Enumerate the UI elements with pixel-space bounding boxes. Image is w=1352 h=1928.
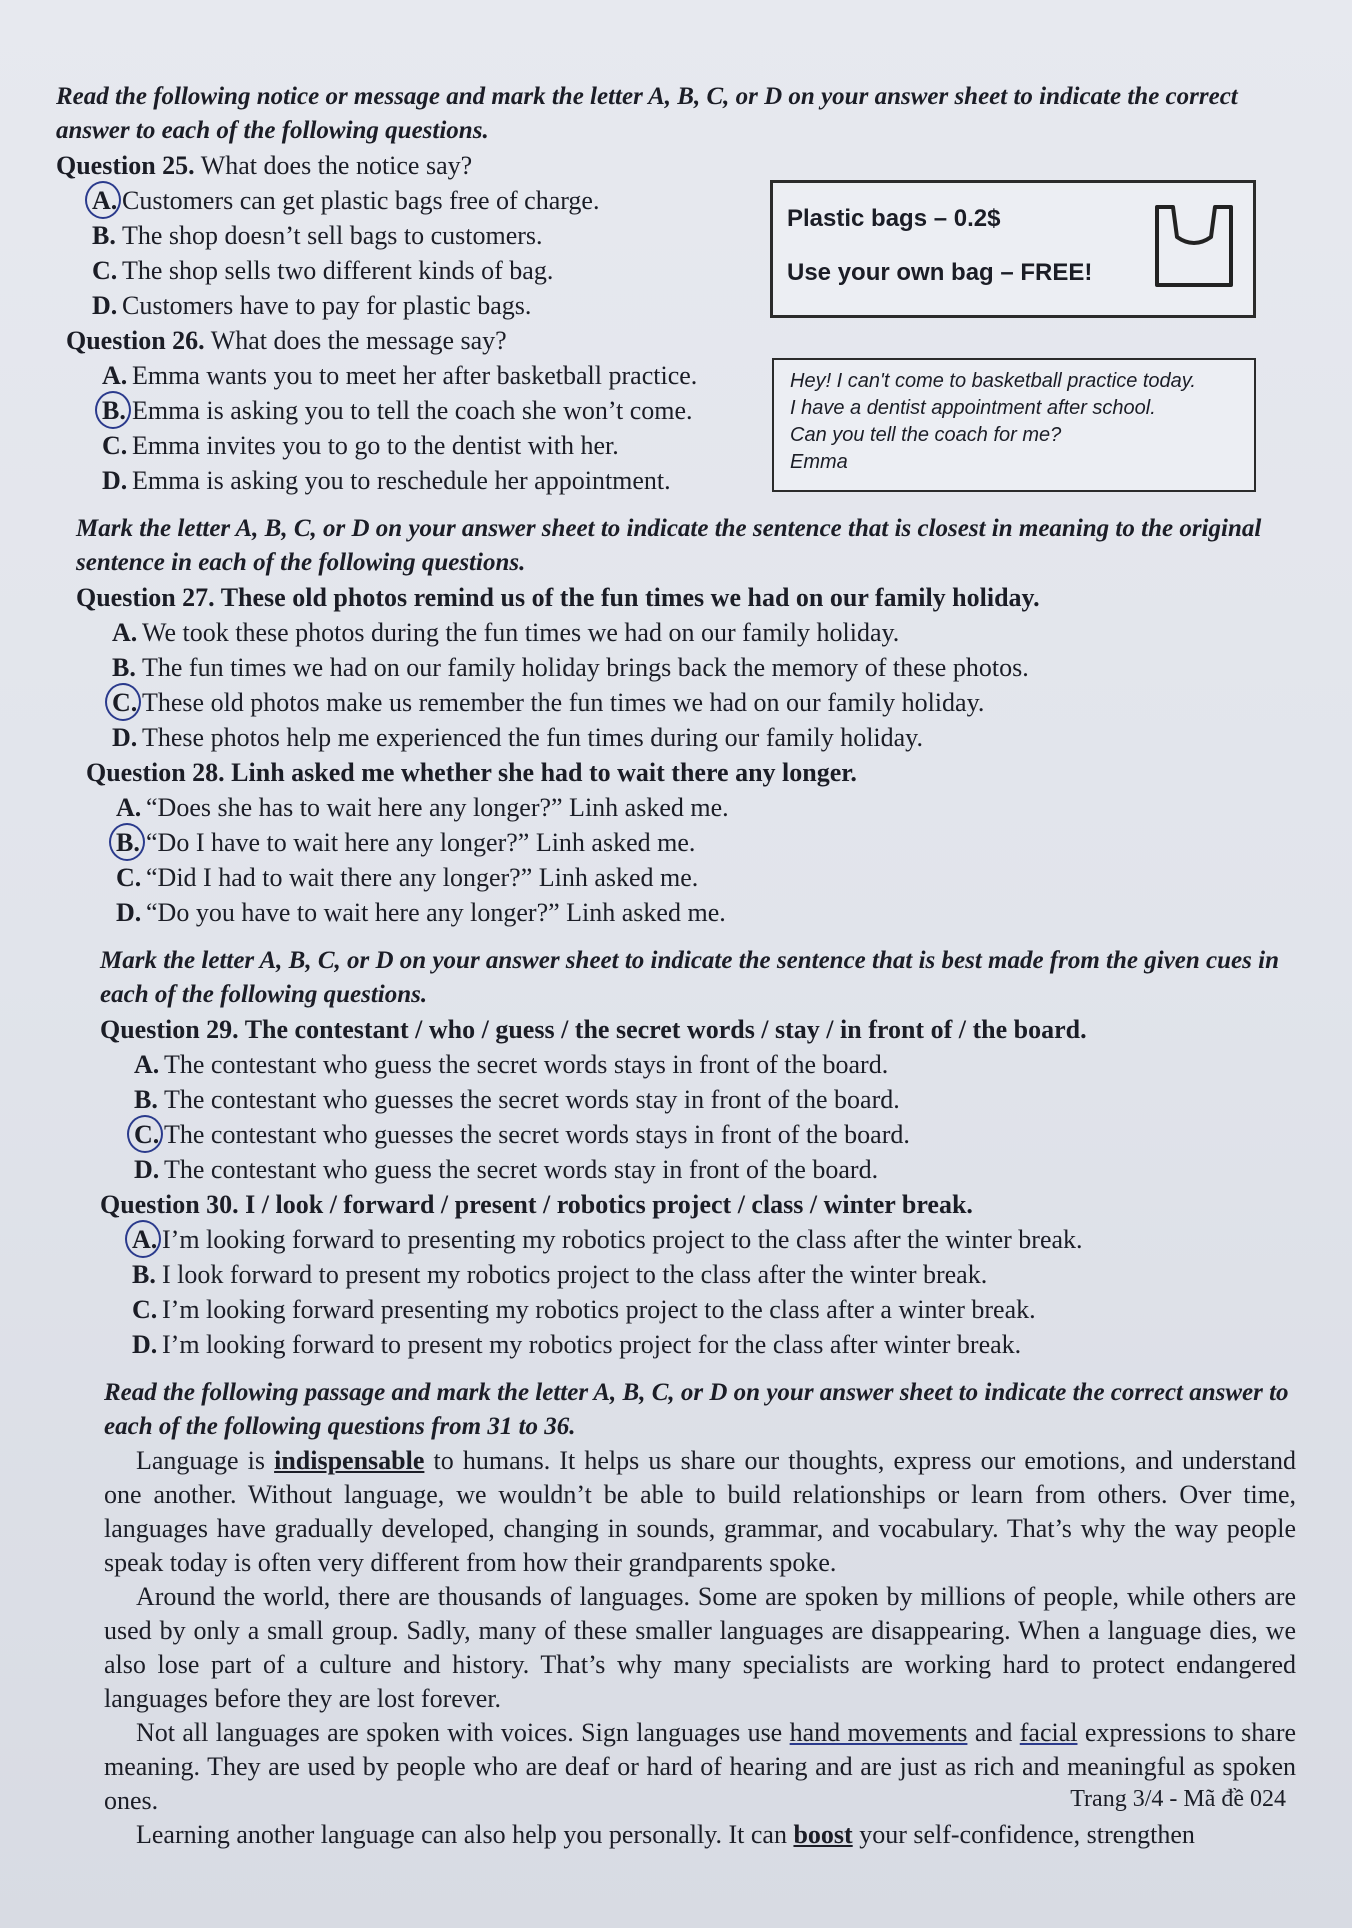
message-line-2: I have a dentist appointment after school.	[790, 397, 1156, 419]
q28-letter-c: C.	[116, 863, 142, 892]
q29-letter-b: B.	[134, 1085, 158, 1114]
q30-letter-c: C.	[132, 1295, 158, 1324]
q27-option-c[interactable]	[112, 685, 1296, 720]
q28-option-d[interactable]	[116, 895, 1296, 930]
q28-option-b[interactable]	[116, 825, 1296, 860]
p3-start: Not all languages are spoken with voices. Sign languages use	[136, 1718, 783, 1747]
q25-option-b[interactable]	[92, 218, 1296, 253]
q30-text-c: I’m looking forward presenting my robotics project to the class after a winter break.	[162, 1295, 1036, 1324]
q28-text-b: “Do I have to wait here any longer?” Linh asked me.	[146, 828, 696, 857]
message-line-3: Can you tell the coach for me?	[790, 424, 1062, 446]
passage-paragraph-1	[104, 1444, 1296, 1580]
q25-letter-b: B.	[92, 221, 116, 250]
page-footer: Trang 3/4 - Mã đề 024	[1070, 1786, 1286, 1812]
message-line-1: Hey! I can't come to basketball practice today.	[790, 370, 1196, 392]
q30-text-d: I’m looking forward to present my robotics project for the class after winter break.	[162, 1330, 1022, 1359]
q25-text-d: Customers have to pay for plastic bags.	[122, 291, 532, 320]
exam-content	[56, 80, 1296, 1852]
question-26	[56, 323, 1296, 358]
q27-text-b: The fun times we had on our family holiday brings back the memory of these photos.	[142, 653, 1029, 682]
q30-option-c[interactable]	[132, 1292, 1296, 1327]
q25-text-a: Customers can get plastic bags free of charge.	[122, 186, 600, 215]
q26-letter-d: D.	[102, 466, 128, 495]
q30-letter-b: B.	[132, 1260, 156, 1289]
q25-text-c: The shop sells two different kinds of bag.	[122, 256, 554, 285]
q30-text-b: I look forward to present my robotics project to the class after the winter break.	[162, 1260, 988, 1289]
q30-letter-d: D.	[132, 1330, 158, 1359]
q28-letter-b: B.	[116, 825, 146, 860]
q25-option-a[interactable]	[92, 183, 1296, 218]
q28-letter-d: D.	[116, 898, 142, 927]
p4-rest: your self-confidence, strengthen	[859, 1820, 1195, 1849]
q25-text-b: The shop doesn’t sell bags to customers.	[122, 221, 543, 250]
q29-text-d: The contestant who guess the secret words stay in front of the board.	[164, 1155, 879, 1184]
q25-option-c[interactable]	[92, 253, 1296, 288]
phrase-hand-movements: hand movements	[789, 1718, 968, 1747]
section1-instruction: Read the following notice or message and mark the letter A, B, C, or D on your answer sheet to indicate the correct answer to each of the following questions.	[56, 83, 1238, 144]
q27-letter-a: A.	[112, 618, 138, 647]
section4-instruction: Read the following passage and mark the letter A, B, C, or D on your answer sheet to indicate the correct answer to each of the following questions from 31 to 36.	[104, 1379, 1289, 1440]
q27-text-a: We took these photos during the fun times we had on our family holiday.	[142, 618, 900, 647]
q29-letter-d: D.	[134, 1155, 160, 1184]
question-25-text: What does the notice say?	[200, 151, 473, 180]
question-26-text: What does the message say?	[210, 326, 507, 355]
p4-start: Learning another language can also help you personally. It can	[136, 1820, 787, 1849]
passage-paragraph-4	[104, 1818, 1296, 1852]
q26-letter-c: C.	[102, 431, 128, 460]
q26-option-d[interactable]	[102, 463, 1296, 498]
q29-option-a[interactable]	[134, 1047, 1296, 1082]
q30-option-a[interactable]	[132, 1222, 1296, 1257]
q27-letter-b: B.	[112, 653, 136, 682]
message-signature: Emma	[790, 451, 848, 473]
q27-text-d: These photos help me experienced the fun times during our family holiday.	[142, 723, 923, 752]
q26-text-b: Emma is asking you to tell the coach she won’t come.	[132, 396, 693, 425]
q29-option-d[interactable]	[134, 1152, 1296, 1187]
q30-text-a: I’m looking forward to presenting my robotics project to the class after the winter break.	[162, 1225, 1083, 1254]
q26-text-a: Emma wants you to meet her after basketball practice.	[132, 361, 698, 390]
q27-option-b[interactable]	[112, 650, 1296, 685]
q26-text-c: Emma invites you to go to the dentist with her.	[132, 431, 619, 460]
word-facial: facial	[1019, 1718, 1078, 1747]
q28-text-c: “Did I had to wait there any longer?” Linh asked me.	[146, 863, 699, 892]
notice-line-2: Use your own bag – FREE!	[787, 259, 1093, 286]
section3-instruction: Mark the letter A, B, C, or D on your answer sheet to indicate the sentence that is best made from the given cues in each of the following questions.	[100, 947, 1279, 1008]
q30-option-d[interactable]	[132, 1327, 1296, 1362]
question-28: Question 28. Linh asked me whether she had to wait there any longer.	[86, 758, 857, 787]
q27-option-d[interactable]	[112, 720, 1296, 755]
question-25-label: Question 25.	[56, 151, 195, 180]
p1-rest: to humans. It helps us share our thoughts, express our emotions, and understand one another. Without language, we wouldn’t be able to build relationships or learn from others. Over time, languages have gradually developed, changing in sounds, grammar, and vocabulary. That’s why the way people speak today is often very different from how their grandparents spoke.	[104, 1446, 1297, 1577]
q29-text-c: The contestant who guesses the secret words stays in front of the board.	[164, 1120, 910, 1149]
q26-letter-a: A.	[102, 361, 128, 390]
question-30: Question 30. I / look / forward / present / robotics project / class / winter break.	[100, 1190, 973, 1219]
q28-text-d: “Do you have to wait here any longer?” Linh asked me.	[146, 898, 726, 927]
q29-letter-a: A.	[134, 1050, 160, 1079]
q27-letter-c: C.	[112, 685, 142, 720]
section2-instruction: Mark the letter A, B, C, or D on your answer sheet to indicate the sentence that is closest in meaning to the original sentence in each of the following questions.	[76, 515, 1262, 576]
question-27: Question 27. These old photos remind us of the fun times we had on our family holiday.	[76, 583, 1040, 612]
q29-option-b[interactable]	[134, 1082, 1296, 1117]
q25-letter-c: C.	[92, 256, 118, 285]
q29-option-c[interactable]	[134, 1117, 1296, 1152]
q25-option-d[interactable]	[92, 288, 1296, 323]
p3-and: and	[974, 1718, 1013, 1747]
q30-letter-a: A.	[132, 1222, 162, 1257]
notice-line-1: Plastic bags – 0.2$	[787, 205, 1001, 232]
q26-text-d: Emma is asking you to reschedule her appointment.	[132, 466, 671, 495]
q27-letter-d: D.	[112, 723, 138, 752]
word-boost: boost	[793, 1820, 853, 1849]
q25-letter-d: D.	[92, 291, 118, 320]
q26-option-b[interactable]	[102, 393, 1296, 428]
p3-rest: expressions to share meaning. They are used by people who are deaf or hard of hearing and are just as rich and meaningful as spoken ones.	[104, 1718, 1297, 1815]
question-26-label: Question 26.	[66, 326, 205, 355]
q28-text-a: “Does she has to wait here any longer?” Linh asked me.	[146, 793, 729, 822]
q26-option-a[interactable]	[102, 358, 1296, 393]
p1-start: Language is	[136, 1446, 265, 1475]
q26-letter-b: B.	[102, 393, 132, 428]
q25-letter-a: A.	[92, 183, 122, 218]
q30-option-b[interactable]	[132, 1257, 1296, 1292]
passage-paragraph-2: Around the world, there are thousands of languages. Some are spoken by millions of people, while others are used by only a small group. Sadly, many of these smaller languages are disappearing. When a language dies, we also lose part of a culture and history. That’s why many specialists are working hard to protect endangered languages before they are lost forever.	[104, 1582, 1296, 1713]
question-29: Question 29. The contestant / who / guess / the secret words / stay / in front of / the board.	[100, 1015, 1087, 1044]
q29-text-b: The contestant who guesses the secret words stay in front of the board.	[164, 1085, 900, 1114]
q26-option-c[interactable]	[102, 428, 1296, 463]
q27-text-c: These old photos make us remember the fun times we had on our family holiday.	[142, 688, 985, 717]
question-25	[56, 148, 1296, 183]
q29-letter-c: C.	[134, 1117, 164, 1152]
q27-option-a[interactable]	[112, 615, 1296, 650]
q29-text-a: The contestant who guess the secret words stays in front of the board.	[164, 1050, 889, 1079]
q28-letter-a: A.	[116, 793, 142, 822]
q28-option-a[interactable]	[116, 790, 1296, 825]
q28-option-c[interactable]	[116, 860, 1296, 895]
word-indispensable: indispensable	[274, 1446, 425, 1475]
